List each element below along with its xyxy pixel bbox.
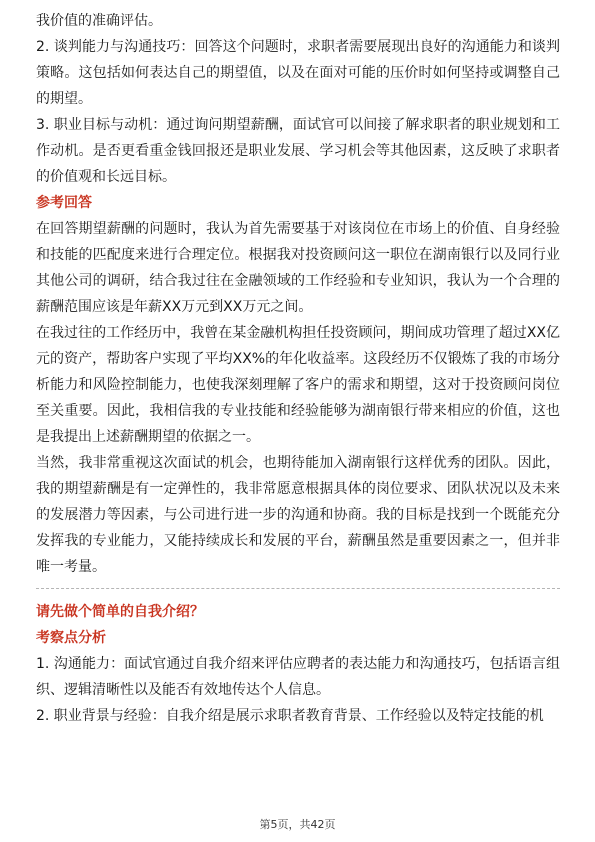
document-body [36, 8, 560, 729]
question-heading: 请先做个简单的自我介绍？ [36, 604, 204, 620]
page-number: 第5页，共42页 [259, 818, 336, 831]
answer-paragraph-1: 在回答期望薪酬的问题时，我认为首先需要基于对该岗位在市场上的价值、自身经验和技能的匹配度来进行合理定位。根据我对投资顾问这一职位在湖南银行以及同行业其他公司的调研，结合我过往在金融领域的工作经验和专业知识，我认为一个合理的薪酬范围应该是年薪XX万元到XX万元之间。 [36, 221, 560, 315]
analysis-point-1: 1. 沟通能力：面试官通过自我介绍来评估应聘者的表达能力和沟通技巧，包括语言组织、逻辑清晰性以及能否有效地传达个人信息。 [36, 656, 560, 698]
heading-reference-answer: 参考回答 [36, 195, 92, 211]
paragraph-point-3: 3. 职业目标与动机：通过询问期望薪酬，面试官可以间接了解求职者的职业规划和工作动机。是否更看重金钱回报还是职业发展、学习机会等其他因素，这反映了求职者的价值观和长远目标。 [36, 117, 560, 185]
heading-analysis: 考察点分析 [36, 630, 106, 646]
answer-paragraph-3: 当然，我非常重视这次面试的机会，也期待能加入湖南银行这样优秀的团队。因此，我的期望薪酬是有一定弹性的，我非常愿意根据具体的岗位要求、团队状况以及未来的发展潜力等因素，与公司进行进一步的沟通和协商。我的目标是找到一个既能充分发挥我的专业能力，又能持续成长和发展的平台，薪酬虽然是重要因素之一，但并非唯一考量。 [36, 455, 560, 575]
answer-paragraph-2: 在我过往的工作经历中，我曾在某金融机构担任投资顾问，期间成功管理了超过XX亿元的资产，帮助客户实现了平均XX%的年化收益率。这段经历不仅锻炼了我的市场分析能力和风险控制能力，也使我深刻理解了客户的需求和期望，这对于投资顾问岗位至关重要。因此，我相信我的专业技能和经验能够为湖南银行带来相应的价值，这也是我提出上述薪酬期望的依据之一。 [36, 325, 560, 445]
paragraph-point-2: 2. 谈判能力与沟通技巧：回答这个问题时，求职者需要展现出良好的沟通能力和谈判策略。这包括如何表达自己的期望值，以及在面对可能的压价时如何坚持或调整自己的期望。 [36, 39, 560, 107]
paragraph-continuation: 我价值的准确评估。 [36, 13, 162, 29]
analysis-point-2: 2. 职业背景与经验：自我介绍是展示求职者教育背景、工作经验以及特定技能的机 [36, 708, 544, 724]
section-divider [36, 588, 560, 589]
